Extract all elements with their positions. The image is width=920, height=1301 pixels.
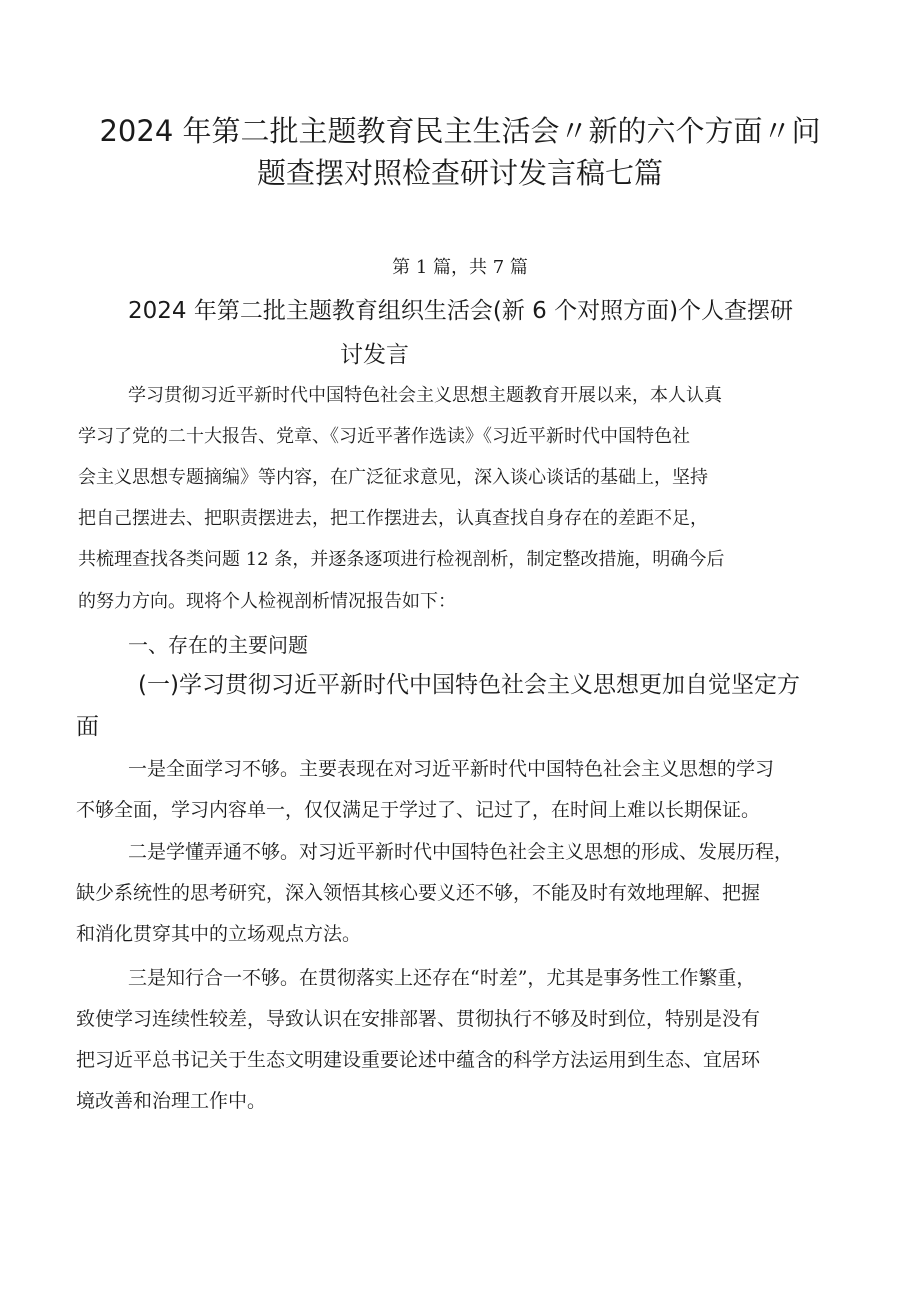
intro-line: 学习了党的二十大报告、党章、《习近平著作选读》《习近平新时代中国特色社 xyxy=(78,426,690,447)
subsection-heading-line-2: 面 xyxy=(76,714,99,740)
part-label: 第 1 篇，共 7 篇 xyxy=(392,257,528,278)
paragraph-3-line: 把习近平总书记关于生态文明建设重要论述中蕴含的科学方法运用到生态、宜居环 xyxy=(76,1049,761,1071)
intro-line: 会主义思想专题摘编》等内容，在广泛征求意见，深入谈心谈话的基础上，坚持 xyxy=(78,467,708,488)
paragraph-3-line: 三是知行合一不够。在贯彻落实上还存在“时差”，尤其是事务性工作繁重， xyxy=(128,967,756,989)
subtitle-line-1: 2024 年第二批主题教育组织生活会(新 6 个对照方面)个人查摆研 xyxy=(128,298,794,324)
paragraph-2-line: 二是学懂弄通不够。对习近平新时代中国特色社会主义思想的形成、发展历程， xyxy=(128,841,794,863)
intro-line: 把自己摆进去、把职责摆进去，把工作摆进去，认真查找自身存在的差距不足， xyxy=(78,508,708,529)
subsection-heading-line-1: (一)学习贯彻习近平新时代中国特色社会主义思想更加自觉坚定方 xyxy=(138,672,800,698)
section-heading: 一、存在的主要问题 xyxy=(128,633,308,657)
intro-line: 学习贯彻习近平新时代中国特色社会主义思想主题教育开展以来，本人认真 xyxy=(128,385,722,406)
document-title-line-1: 2024 年第二批主题教育民主生活会〃新的六个方面〃问 xyxy=(99,114,821,148)
intro-line: 共梳理查找各类问题 12 条，并逐条逐项进行检视剖析，制定整改措施，明确今后 xyxy=(78,549,725,570)
paragraph-2-line: 缺少系统性的思考研究，深入领悟其核心要义还不够，不能及时有效地理解、把握 xyxy=(76,882,761,904)
document-title xyxy=(90,110,830,194)
paragraph-2-line: 和消化贯穿其中的立场观点方法。 xyxy=(76,923,362,945)
subtitle-line-2: 讨发言 xyxy=(340,342,409,368)
paragraph-3-line: 致使学习连续性较差，导致认识在安排部署、贯彻执行不够及时到位，特别是没有 xyxy=(76,1008,761,1030)
paragraph-3-line: 境改善和治理工作中。 xyxy=(76,1090,267,1112)
paragraph-1-line: 一是全面学习不够。主要表现在对习近平新时代中国特色社会主义思想的学习 xyxy=(128,758,775,780)
document-title-line-2: 题查摆对照检查研讨发言稿七篇 xyxy=(256,156,663,190)
intro-line: 的努力方向。现将个人检视剖析情况报告如下： xyxy=(78,591,456,612)
paragraph-1-line: 不够全面，学习内容单一，仅仅满足于学过了、记过了，在时间上难以长期保证。 xyxy=(76,799,761,821)
